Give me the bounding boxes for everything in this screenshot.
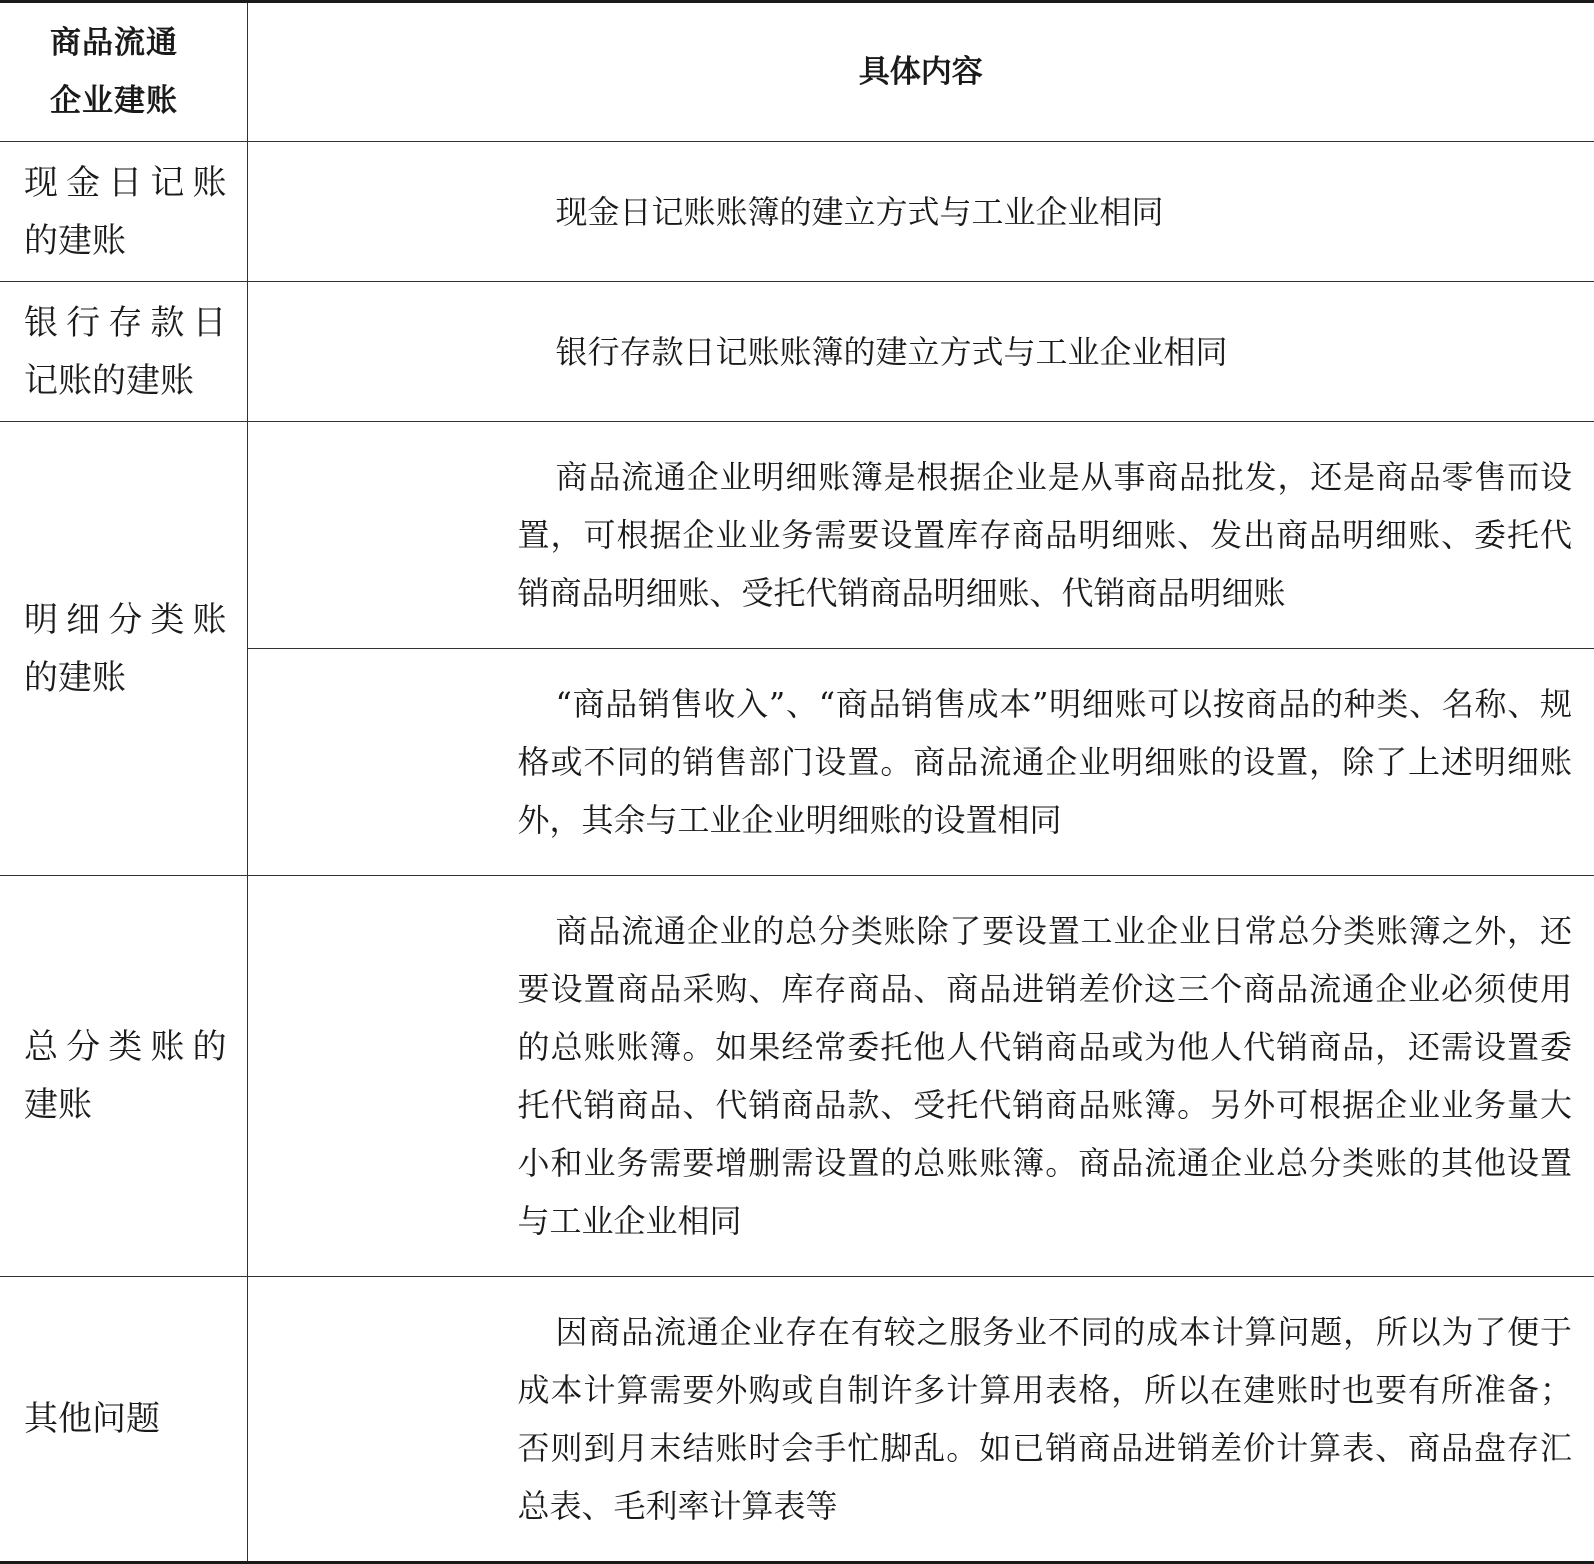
row-label: 银行存款日记账的建账 <box>0 282 247 422</box>
table-row <box>0 142 1594 282</box>
table-row <box>0 422 1594 649</box>
content-paragraph: “商品销售收入”、“商品销售成本”明细账可以按商品的种类、名称、规格或不同的销售部门设置。商品流通企业明细账的设置，除了上述明细账外，其余与工业企业明细账的设置相同 <box>517 685 1572 839</box>
content-paragraph: 因商品流通企业存在有较之服务业不同的成本计算问题，所以为了便于成本计算需要外购或自制许多计算用表格，所以在建账时也要有所准备；否则到月末结账时会手忙脚乱。如已销商品进销差价计算表、商品盘存汇总表、毛利率计算表等 <box>517 1313 1572 1525</box>
row-content <box>247 1277 1594 1563</box>
row-content <box>247 876 1594 1277</box>
row-content <box>247 649 1594 876</box>
content-paragraph: 商品流通企业的总分类账除了要设置工业企业日常总分类账簿之外，还要设置商品采购、库存商品、商品进销差价这三个商品流通企业必须使用的总账账簿。如果经常委托他人代销商品或为他人代销商品，还需设置委托代销商品、代销商品款、受托代销商品账簿。另外可根据企业业务量大小和业务需要增删需设置的总账账簿。商品流通企业总分类账的其他设置与工业企业相同 <box>517 912 1572 1240</box>
row-label: 现金日记账的建账 <box>0 142 247 282</box>
row-label: 明细分类账的建账 <box>0 422 247 876</box>
row-content <box>247 282 1594 422</box>
row-label: 其他问题 <box>0 1277 247 1563</box>
content-paragraph: 商品流通企业明细账簿是根据企业是从事商品批发，还是商品零售而设置，可根据企业业务需要设置库存商品明细账、发出商品明细账、委托代销商品明细账、受托代销商品明细账、代销商品明细账 <box>517 458 1572 612</box>
row-content <box>247 422 1594 649</box>
content-paragraph: 银行存款日记账账簿的建立方式与工业企业相同 <box>555 332 1228 371</box>
table-row <box>0 876 1594 1277</box>
content-paragraph: 现金日记账账簿的建立方式与工业企业相同 <box>555 192 1164 231</box>
row-content <box>247 142 1594 282</box>
table-header-row <box>0 2 1594 142</box>
table-row <box>0 1277 1594 1563</box>
header-category: 商品流通企业建账 <box>0 2 247 142</box>
table-row <box>0 282 1594 422</box>
header-content: 具体内容 <box>247 2 1594 142</box>
row-label: 总分类账的建账 <box>0 876 247 1277</box>
